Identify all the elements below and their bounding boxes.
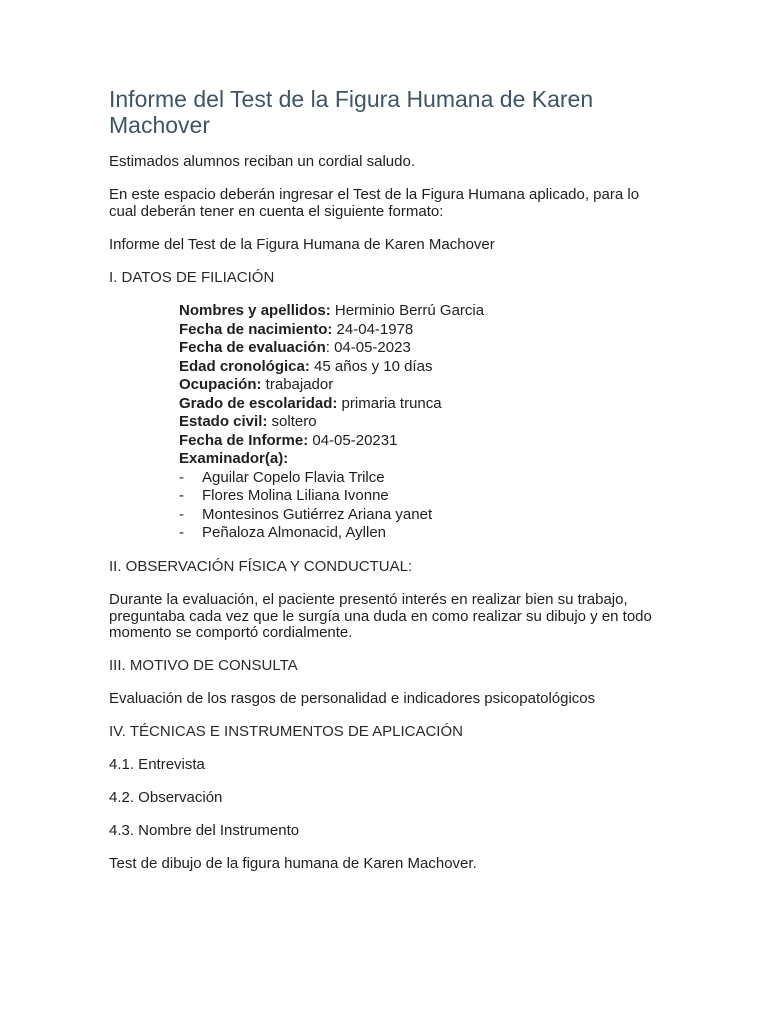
examiner-name: Montesinos Gutiérrez Ariana yanet (202, 505, 433, 523)
field-row (179, 358, 669, 377)
list-dash: - (179, 468, 184, 486)
document-title: Informe del Test de la Figura Humana de Karen Machover (109, 86, 594, 138)
field-label: Ocupación: (179, 376, 262, 393)
format-title: Informe del Test de la Figura Humana de Karen Machover (109, 235, 495, 253)
field-row (179, 376, 669, 395)
list-dash: - (179, 524, 184, 541)
examiner-label: Examinador(a): (179, 450, 289, 467)
instructions-text: En este espacio deberán ingresar el Test de la Figura Humana aplicado, para lo cual deberán tener en cuenta el siguiente formato: (109, 186, 640, 220)
document-content (109, 86, 669, 873)
tecnica-observacion: 4.2. Observación (109, 789, 223, 806)
field-row (179, 413, 669, 432)
list-dash: - (179, 505, 184, 523)
field-label: Estado civil: (179, 413, 268, 430)
field-value: 45 años y 10 días (309, 357, 433, 375)
motivo-text: Evaluación de los rasgos de personalidad e indicadores psicopatológicos (109, 690, 596, 707)
field-label: Fecha de nacimiento: (179, 320, 333, 338)
tecnica-instrumento: 4.3. Nombre del Instrumento (109, 822, 300, 839)
field-label: Nombres y apellidos: (179, 302, 331, 319)
field-label: Grado de escolaridad: (179, 394, 338, 412)
section-heading-tecnicas: IV. TÉCNICAS E INSTRUMENTOS DE APLICACIÓN (109, 723, 463, 740)
filiation-fields (179, 302, 669, 543)
examiner-list-item (179, 506, 669, 525)
field-row (179, 321, 669, 340)
field-value: primaria trunca (337, 394, 442, 412)
field-row (179, 432, 669, 451)
examiner-label-row (179, 450, 669, 469)
field-value: soltero (267, 413, 317, 430)
examiner-name: Peñaloza Almonacid, Ayllen (202, 524, 387, 541)
field-value: trabajador (261, 376, 334, 393)
examiner-name: Flores Molina Liliana Ivonne (202, 487, 389, 504)
greeting-text: Estimados alumnos reciban un cordial saludo. (109, 153, 415, 170)
section-heading-motivo: III. MOTIVO DE CONSULTA (109, 657, 298, 674)
field-row (179, 395, 669, 414)
field-value: Herminio Berrú Garcia (330, 302, 485, 319)
field-label: Fecha de Informe: (179, 431, 309, 449)
field-row (179, 302, 669, 321)
field-label: Fecha de evaluación (179, 339, 326, 356)
list-dash: - (179, 487, 184, 504)
observacion-text: Durante la evaluación, el paciente presentó interés en realizar bien su trabajo, preguntaba cada vez que le surgía una duda en como realizar su dibujo y en todo momento se comportó cordialmente. (109, 591, 652, 641)
section-heading-observacion: II. OBSERVACIÓN FÍSICA Y CONDUCTUAL: (109, 558, 413, 575)
examiner-list-item (179, 469, 669, 488)
field-label: Edad cronológica: (179, 357, 310, 375)
examiner-name: Aguilar Copelo Flavia Trilce (202, 468, 385, 486)
tecnica-entrevista: 4.1. Entrevista (109, 756, 205, 773)
examiner-list-item (179, 524, 669, 543)
section-heading-filiacion: I. DATOS DE FILIACIÓN (109, 268, 275, 286)
field-value: 24-04-1978 (332, 320, 414, 338)
field-value: : 04-05-2023 (325, 339, 411, 356)
field-value: 04-05-20231 (308, 431, 398, 449)
instrumento-text: Test de dibujo de la figura humana de Karen Machover. (109, 855, 477, 872)
field-row (179, 339, 669, 358)
examiner-list-item (179, 487, 669, 506)
